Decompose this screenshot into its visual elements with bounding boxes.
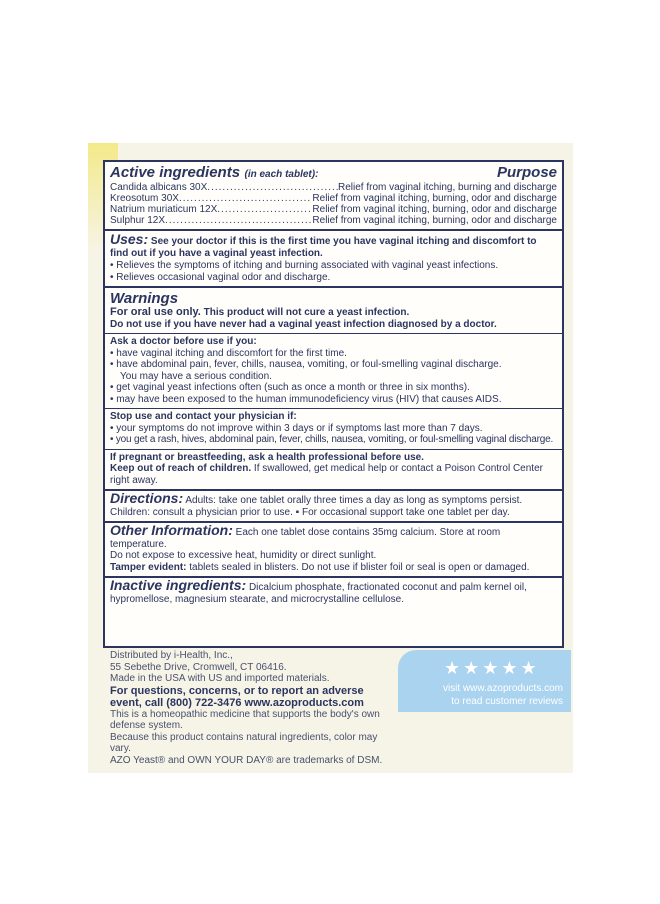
ingredient-row	[110, 204, 557, 215]
ask-doctor-bullet: You may have a serious condition.	[120, 370, 272, 382]
promo-line: visit www.azoproducts.com	[442, 683, 563, 694]
purpose-title: Purpose	[496, 164, 557, 181]
ingredient-row	[110, 182, 557, 193]
leader-dots	[179, 193, 312, 204]
ask-doctor-section	[105, 334, 562, 409]
keep-out-text: If swallowed, get medical help or contact a Poison Control Center right away.	[110, 463, 543, 486]
distributor-line: Distributed by i-Health, Inc.,	[110, 650, 233, 661]
distributor-address: 55 Sebethe Drive, Cromwell, CT 06416.	[110, 661, 287, 673]
inactive-ingredients-title: Inactive ingredients:	[110, 577, 247, 593]
warnings-section	[105, 288, 562, 334]
oral-use-label: For oral use only.	[110, 306, 201, 318]
trademark-note: AZO Yeast® and OWN YOUR DAY® are trademarks of DSM.	[110, 754, 383, 766]
ingredient-row	[110, 215, 557, 226]
other-information-line: Do not expose to excessive heat, humidity or direct sunlight.	[110, 550, 377, 561]
ingredient-name: Sulphur 12X	[110, 215, 166, 226]
contact-info: For questions, concerns, or to report an adverse event, call (800) 722-3476 www.azoproducts.com	[110, 684, 364, 709]
stop-use-bullet: • your symptoms do not improve within 3 days or if symptoms last more than 7 days.	[110, 422, 483, 434]
uses-section	[105, 231, 562, 288]
directions-line: Children: consult a physician prior to use. ▪ For occasional support take one tablet per day.	[110, 506, 510, 518]
ingredient-purpose: Relief from vaginal itching, burning and discharge	[337, 182, 557, 193]
ingredient-name: Kreosotum 30X	[110, 193, 179, 204]
promo-line: to read customer reviews	[451, 696, 563, 707]
uses-title: Uses:	[110, 231, 149, 247]
tamper-evident-text: tablets sealed in blisters. Do not use if blister foil or seal is open or damaged.	[189, 561, 530, 573]
directions-section	[105, 491, 562, 523]
rating-stars-icon: ★★★★★	[444, 658, 540, 678]
directions-line: Adults: take one tablet orally three times a day as long as symptoms persist.	[185, 495, 523, 506]
made-in-usa: Made in the USA with US and imported materials.	[110, 673, 330, 684]
pregnancy-section	[105, 450, 562, 492]
ingredient-purpose: Relief from vaginal itching, burning, odor and discharge	[312, 204, 557, 215]
stop-use-bullet: • you get a rash, hives, abdominal pain, fever, chills, nausea, vomiting, or foul-smelling vaginal discharge.	[110, 434, 554, 445]
stop-use-section	[105, 409, 562, 450]
inactive-ingredients-section	[105, 578, 562, 608]
ingredient-purpose: Relief from vaginal itching, burning, odor and discharge	[312, 193, 557, 204]
do-not-use-text: Do not use if you have never had a vaginal yeast infection diagnosed by a doctor.	[110, 318, 497, 330]
other-information-line: Each one tablet dose contains 35mg calcium. Store at room temperature.	[110, 527, 501, 550]
distributor-info	[110, 650, 390, 766]
ask-doctor-bullet: • may have been exposed to the human immunodeficiency virus (HIV) that causes AIDS.	[110, 393, 502, 405]
ask-doctor-title: Ask a doctor before use if you:	[110, 336, 257, 347]
leader-dots	[165, 215, 312, 226]
ingredient-name: Natrium muriaticum 12X	[110, 204, 218, 215]
homeopathic-note: This is a homeopathic medicine that supports the body's own defense system.	[110, 708, 380, 731]
active-ingredients-subtitle: (in each tablet):	[244, 169, 319, 180]
other-information-section	[105, 523, 562, 578]
active-ingredients-section	[105, 162, 562, 231]
leader-dots	[217, 204, 312, 215]
tamper-evident-label: Tamper evident:	[110, 561, 187, 573]
directions-title: Directions:	[110, 490, 184, 506]
ingredient-name: Candida albicans 30X	[110, 182, 208, 193]
warnings-title: Warnings	[110, 290, 179, 307]
leader-dots	[207, 182, 338, 193]
keep-out-label: Keep out of reach of children.	[110, 463, 252, 474]
ask-doctor-bullet: • have abdominal pain, fever, chills, nausea, vomiting, or foul-smelling vaginal discharge.	[110, 359, 502, 370]
drug-facts-box	[103, 160, 564, 648]
ingredient-purpose: Relief from vaginal itching, burning, odor and discharge	[312, 215, 557, 226]
color-note: Because this product contains natural ingredients, color may vary.	[110, 731, 378, 754]
uses-intro: See your doctor if this is the first time you have vaginal itching and discomfort to find out if you have a vaginal yeast infection.	[110, 236, 537, 259]
uses-bullet: • Relieves occasional vaginal odor and discharge.	[110, 271, 331, 283]
active-ingredients-title: Active ingredients	[110, 164, 241, 181]
stop-use-title: Stop use and contact your physician if:	[110, 411, 297, 422]
other-information-title: Other Information:	[110, 522, 233, 538]
pregnancy-text: If pregnant or breastfeeding, ask a health professional before use.	[110, 451, 424, 463]
oral-use-text: This product will not cure a yeast infection.	[203, 307, 410, 318]
reviews-promo	[398, 650, 571, 712]
ask-doctor-bullet: • get vaginal yeast infections often (such as once a month or three in six months).	[110, 382, 470, 393]
ask-doctor-bullet: • have vaginal itching and discomfort for the first time.	[110, 347, 347, 359]
uses-bullet: • Relieves the symptoms of itching and burning associated with vaginal yeast infections.	[110, 260, 499, 271]
ingredient-row	[110, 193, 557, 204]
inactive-ingredients-text: Dicalcium phosphate, fractionated coconut and palm kernel oil, hypromellose, magnesium stearate, and microcrystalline cellulose.	[110, 582, 527, 605]
